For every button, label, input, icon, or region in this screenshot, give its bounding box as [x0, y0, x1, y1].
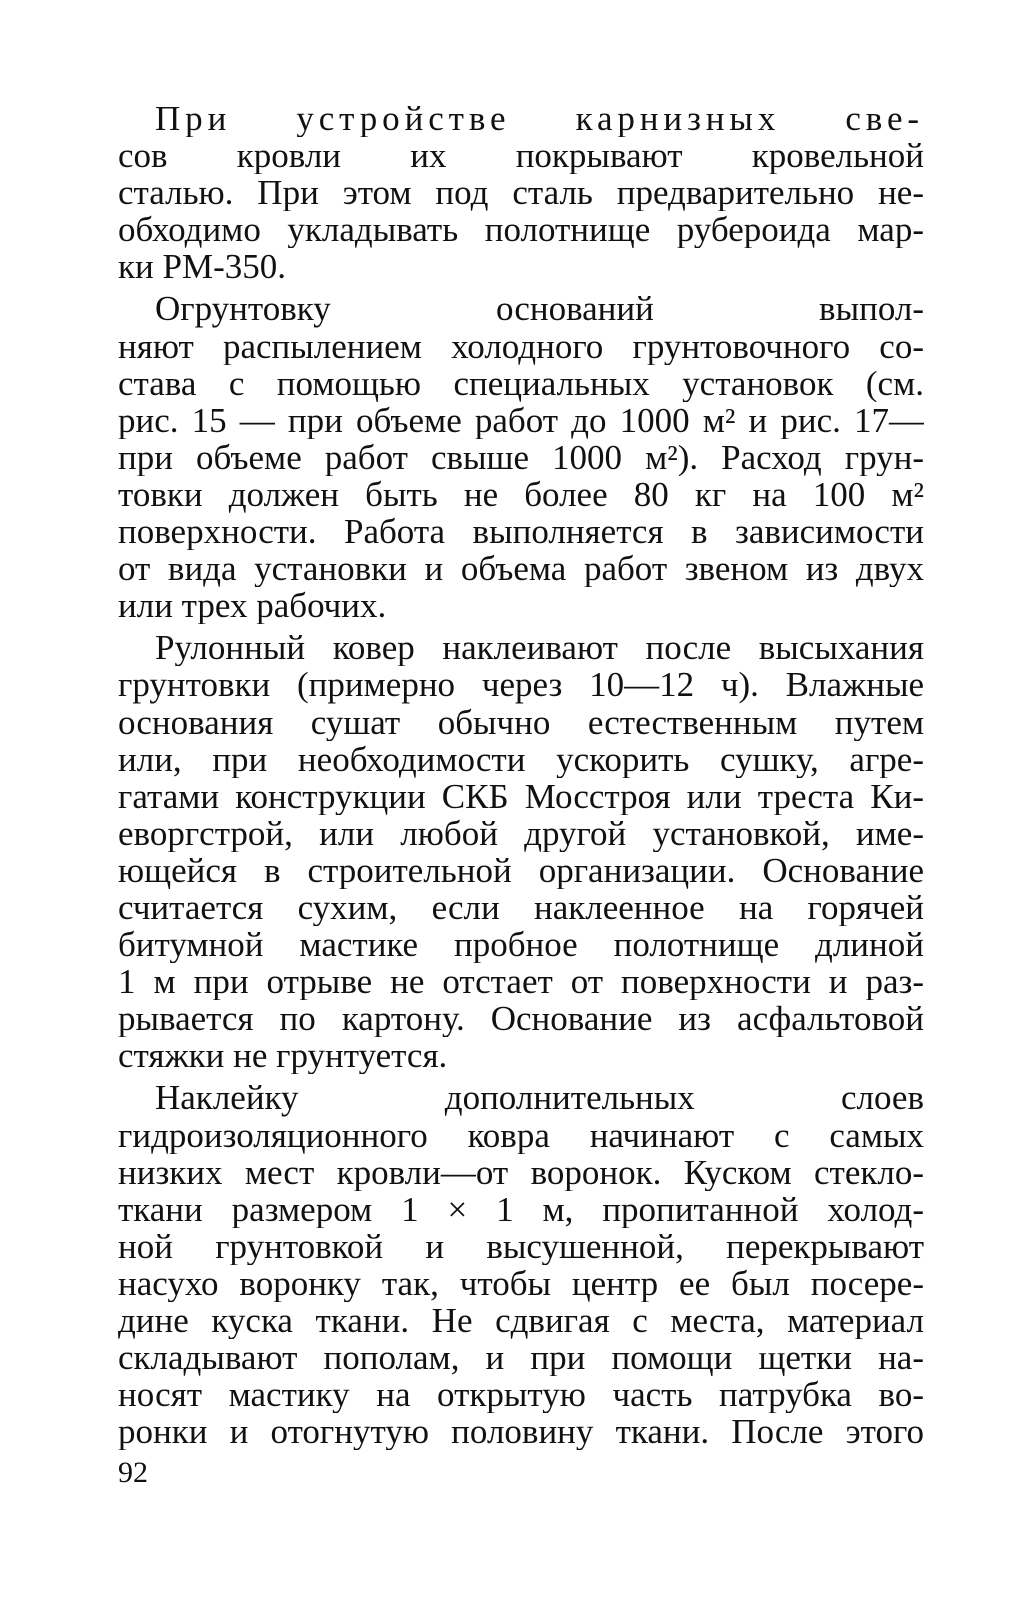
text-line: ткани размером 1 × 1 м, пропитанной холод- [118, 1190, 924, 1228]
text-line: складывают пополам, и при помощи щетки на- [118, 1339, 924, 1377]
text-line: стяжки не грунтуется. [118, 1037, 448, 1075]
text-line: гидроизоляционного ковра начинают с самых [118, 1116, 924, 1154]
page-number: 92 [118, 1456, 148, 1489]
text-line: дине куска ткани. Не сдвигая с места, материал [118, 1302, 924, 1340]
text-line: при объеме работ свыше 1000 м²). Расход грун- [118, 438, 924, 476]
text-line: сталью. При этом под сталь предварительно не- [118, 174, 924, 212]
text-line: низких мест кровли—от воронок. Куском стекло- [118, 1153, 924, 1191]
text-line: ронки и отогнутую половину ткани. После этого [118, 1413, 924, 1451]
text-line: еворгстрой, или любой другой установкой, име- [118, 814, 924, 852]
text-line: Наклейку дополнительных слоев [155, 1079, 924, 1117]
paragraph-1 [118, 100, 924, 285]
text-line: или, при необходимости ускорить сушку, агре- [118, 740, 924, 778]
text-line: поверхности. Работа выполняется в зависимости [118, 513, 924, 551]
text-line: става с помощью специальных установок (см. [118, 364, 924, 402]
text-line: сов кровли их покрывают кровельной [118, 137, 924, 175]
text-line: битумной мастике пробное полотнище длиной [118, 926, 924, 964]
text-line: от вида установки и объема работ звеном из двух [118, 550, 924, 588]
text-line: 1 м при отрыве не отстает от поверхности и раз- [118, 963, 924, 1001]
text-line: обходимо укладывать полотнище рубероида мар- [118, 211, 924, 249]
text-line: считается сухим, если наклеенное на горячей [118, 888, 924, 927]
text-line: ки РМ-350. [118, 248, 286, 286]
text-line: Рулонный ковер наклеивают после высыхания [155, 629, 924, 667]
text-line: няют распылением холодного грунтовочного со- [118, 327, 924, 365]
text-line: При устройстве карнизных све- [155, 100, 924, 138]
text-line: гатами конструкции СКБ Мосстроя или треста Ки- [118, 777, 924, 815]
text-line: грунтовки (примерно через 10—12 ч). Влажные [118, 666, 924, 704]
text-line: ющейся в строительной организации. Основание [118, 851, 924, 889]
text-line: товки должен быть не более 80 кг на 100 м² [118, 475, 924, 514]
text-line: Огрунтовку оснований выпол- [155, 290, 924, 328]
text-line: основания сушат обычно естественным путем [118, 703, 924, 741]
text-line: насухо воронку так, чтобы центр ее был посере- [118, 1264, 924, 1302]
text-line: или трех рабочих. [118, 587, 387, 625]
text-line: носят мастику на открытую часть патрубка во- [118, 1376, 924, 1414]
text-line: рывается по картону. Основание из асфальтовой [118, 1000, 924, 1038]
text-line: ной грунтовкой и высушенной, перекрывают [118, 1227, 924, 1265]
page-body [118, 100, 924, 1455]
paragraph-4 [118, 1079, 924, 1450]
paragraph-2 [118, 290, 924, 624]
paragraph-3 [118, 629, 924, 1074]
text-line: рис. 15 — при объеме работ до 1000 м² и рис. 17— [118, 401, 924, 439]
